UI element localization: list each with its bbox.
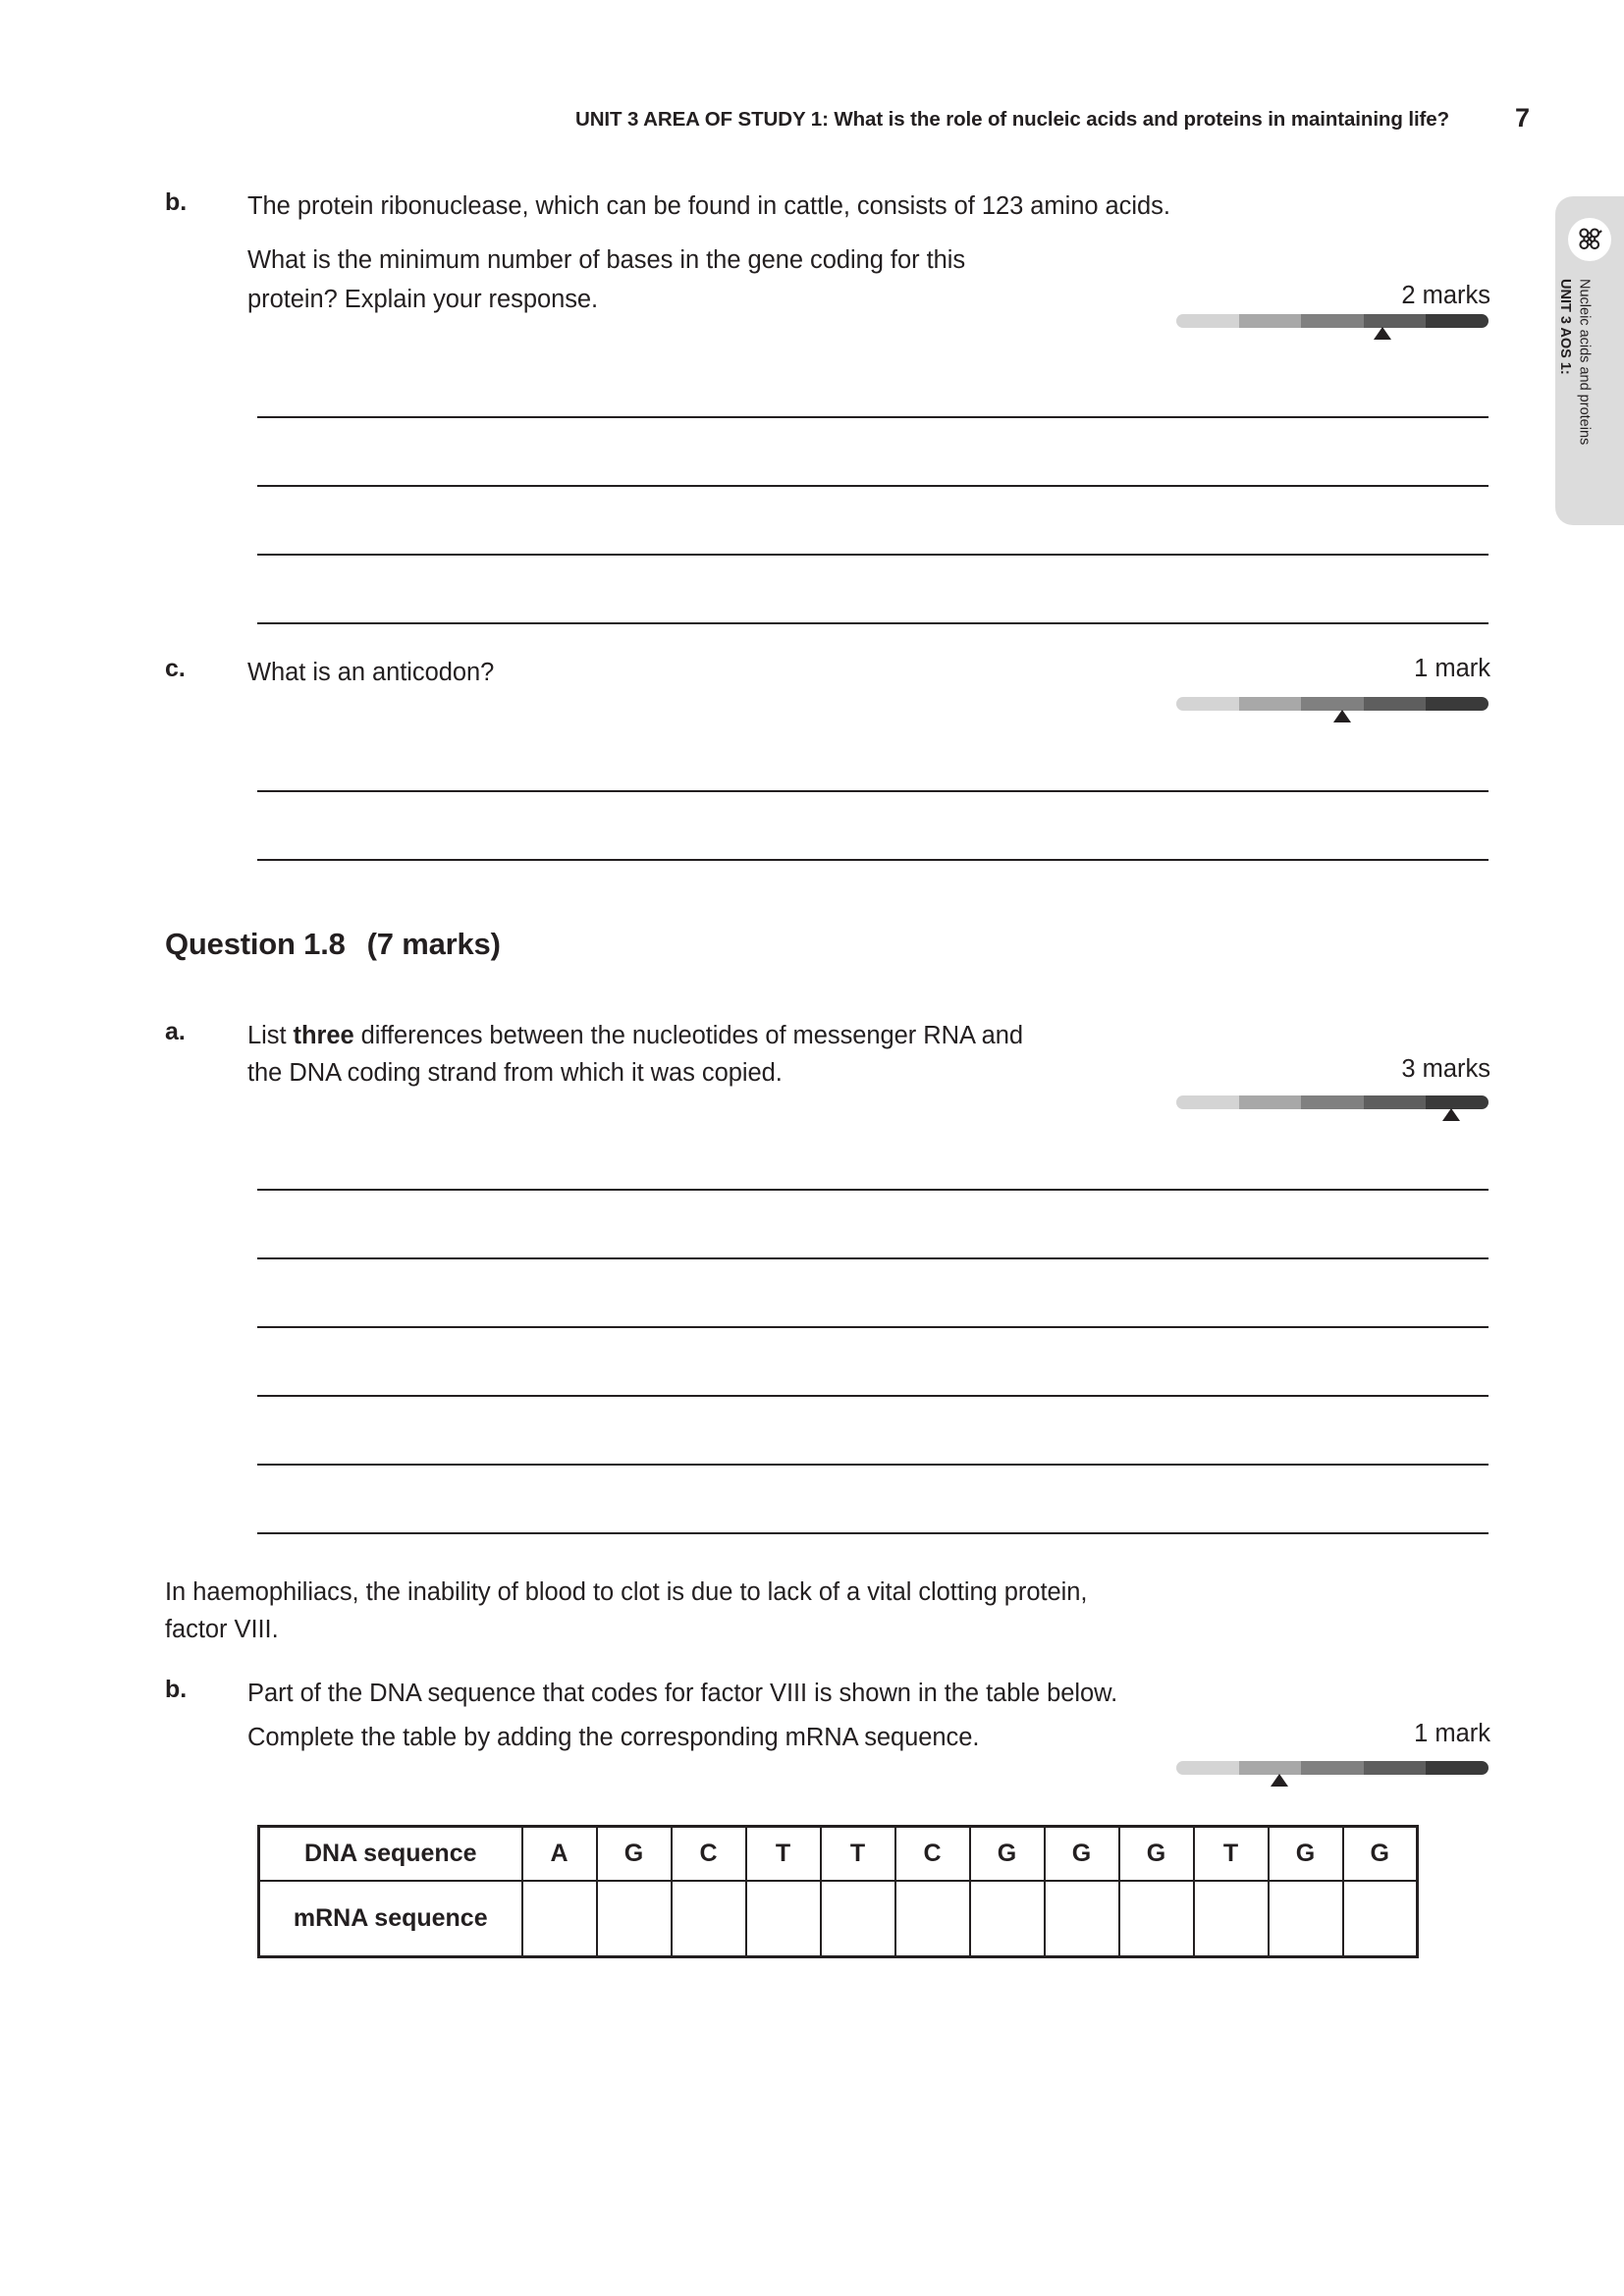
- question-18-heading: [165, 927, 501, 962]
- dna-base-cell: G: [1045, 1827, 1119, 1881]
- difficulty-bar-17c: [1176, 697, 1489, 711]
- difficulty-segment-1: [1176, 314, 1239, 328]
- question-18a-text-after: differences between the nucleotides of messenger RNA and: [353, 1022, 1023, 1049]
- difficulty-track: [1176, 314, 1489, 328]
- mrna-answer-cell[interactable]: [821, 1881, 895, 1957]
- mrna-answer-cell[interactable]: [1119, 1881, 1194, 1957]
- dna-sequence-label: DNA sequence: [259, 1827, 522, 1881]
- question-18-marks: (7 marks): [366, 927, 501, 961]
- difficulty-segment-4: [1364, 314, 1427, 328]
- difficulty-marker: [1374, 327, 1391, 340]
- difficulty-bar-18b: [1176, 1761, 1489, 1775]
- question-18a-line2: the DNA coding strand from which it was copied.: [247, 1059, 783, 1087]
- dna-mrna-table: [257, 1825, 1419, 1958]
- question-17b-line3: protein? Explain your response.: [247, 286, 599, 313]
- question-17b-line2: What is the minimum number of bases in the gene coding for this: [247, 246, 966, 274]
- header-title: UNIT 3 AREA OF STUDY 1: What is the role of nucleic acids and proteins in maintaining life?: [575, 108, 1449, 131]
- difficulty-segment-3: [1301, 1761, 1364, 1775]
- side-tab-unit-label: UNIT 3 AOS 1:: [1557, 279, 1574, 375]
- mrna-answer-cell[interactable]: [1269, 1881, 1343, 1957]
- mrna-answer-cell[interactable]: [1343, 1881, 1418, 1957]
- difficulty-bar-17b: [1176, 314, 1489, 328]
- difficulty-bar-18a: [1176, 1095, 1489, 1109]
- dna-base-cell: G: [597, 1827, 672, 1881]
- answer-line[interactable]: [257, 1189, 1489, 1191]
- question-17c-marks: 1 mark: [1414, 655, 1490, 682]
- question-18b-line2: Complete the table by adding the corresponding mRNA sequence.: [247, 1724, 980, 1751]
- answer-line[interactable]: [257, 622, 1489, 624]
- answer-line[interactable]: [257, 1464, 1489, 1466]
- difficulty-segment-3: [1301, 1095, 1364, 1109]
- mrna-answer-cell[interactable]: [597, 1881, 672, 1957]
- difficulty-marker: [1271, 1774, 1288, 1787]
- mrna-answer-cell[interactable]: [970, 1881, 1045, 1957]
- mrna-answer-cell[interactable]: [895, 1881, 970, 1957]
- difficulty-track: [1176, 1095, 1489, 1109]
- dna-base-cell: C: [672, 1827, 746, 1881]
- page-number: 7: [1514, 103, 1530, 133]
- difficulty-segment-3: [1301, 314, 1364, 328]
- question-18-stem-line1: In haemophiliacs, the inability of blood to clot is due to lack of a vital clotting protein,: [165, 1578, 1088, 1606]
- question-17b-marks: 2 marks: [1401, 282, 1490, 309]
- answer-line[interactable]: [257, 1395, 1489, 1397]
- dna-base-cell: G: [970, 1827, 1045, 1881]
- dna-base-cell: T: [1194, 1827, 1269, 1881]
- difficulty-marker: [1442, 1108, 1460, 1121]
- question-18a-bold-word: three: [293, 1022, 354, 1049]
- difficulty-segment-1: [1176, 1095, 1239, 1109]
- dna-base-cell: T: [746, 1827, 821, 1881]
- dna-base-cell: G: [1269, 1827, 1343, 1881]
- difficulty-track: [1176, 1761, 1489, 1775]
- side-tab-topic-label: Nucleic acids and proteins: [1576, 279, 1593, 446]
- difficulty-segment-1: [1176, 697, 1239, 711]
- dna-base-cell: G: [1119, 1827, 1194, 1881]
- question-18b-label: b.: [165, 1676, 188, 1703]
- mrna-answer-cell[interactable]: [746, 1881, 821, 1957]
- difficulty-segment-3: [1301, 697, 1364, 711]
- dna-base-cell: T: [821, 1827, 895, 1881]
- difficulty-segment-5: [1426, 314, 1489, 328]
- question-18a-label: a.: [165, 1018, 186, 1045]
- difficulty-segment-4: [1364, 1095, 1427, 1109]
- difficulty-track: [1176, 697, 1489, 711]
- answer-line[interactable]: [257, 1532, 1489, 1534]
- question-18a-text-before: List: [247, 1022, 294, 1049]
- mrna-sequence-label: mRNA sequence: [259, 1881, 522, 1957]
- dna-base-cell: A: [522, 1827, 597, 1881]
- question-17c-line1: What is an anticodon?: [247, 659, 495, 686]
- difficulty-segment-2: [1239, 1095, 1302, 1109]
- difficulty-segment-4: [1364, 1761, 1427, 1775]
- mrna-answer-cell[interactable]: [522, 1881, 597, 1957]
- answer-line[interactable]: [257, 554, 1489, 556]
- difficulty-segment-2: [1239, 314, 1302, 328]
- question-17b-line1: The protein ribonuclease, which can be found in cattle, consists of 123 amino acids.: [247, 192, 1170, 220]
- answer-line[interactable]: [257, 1257, 1489, 1259]
- difficulty-segment-2: [1239, 697, 1302, 711]
- question-18a-marks: 3 marks: [1401, 1055, 1490, 1083]
- difficulty-segment-4: [1364, 697, 1427, 711]
- difficulty-segment-1: [1176, 1761, 1239, 1775]
- mrna-answer-cell[interactable]: [1045, 1881, 1119, 1957]
- question-18b-line1: Part of the DNA sequence that codes for factor VIII is shown in the table below.: [247, 1680, 1118, 1707]
- question-18a-line1: [247, 1018, 1023, 1055]
- question-18b-marks: 1 mark: [1414, 1720, 1490, 1747]
- question-17c-label: c.: [165, 655, 186, 682]
- answer-line[interactable]: [257, 859, 1489, 861]
- dna-base-cell: G: [1343, 1827, 1418, 1881]
- question-18-stem-line2: factor VIII.: [165, 1616, 279, 1643]
- table-row-dna: [259, 1827, 1418, 1881]
- difficulty-segment-5: [1426, 1095, 1489, 1109]
- dna-base-cell: C: [895, 1827, 970, 1881]
- difficulty-segment-5: [1426, 697, 1489, 711]
- answer-line[interactable]: [257, 790, 1489, 792]
- question-18-number: Question 1.8: [165, 927, 346, 961]
- difficulty-marker: [1333, 710, 1351, 722]
- difficulty-segment-5: [1426, 1761, 1489, 1775]
- mrna-answer-cell[interactable]: [1194, 1881, 1269, 1957]
- table-row-mrna: [259, 1881, 1418, 1957]
- answer-line[interactable]: [257, 1326, 1489, 1328]
- difficulty-segment-2: [1239, 1761, 1302, 1775]
- question-17b-label: b.: [165, 188, 188, 216]
- answer-line[interactable]: [257, 485, 1489, 487]
- mrna-answer-cell[interactable]: [672, 1881, 746, 1957]
- answer-line[interactable]: [257, 416, 1489, 418]
